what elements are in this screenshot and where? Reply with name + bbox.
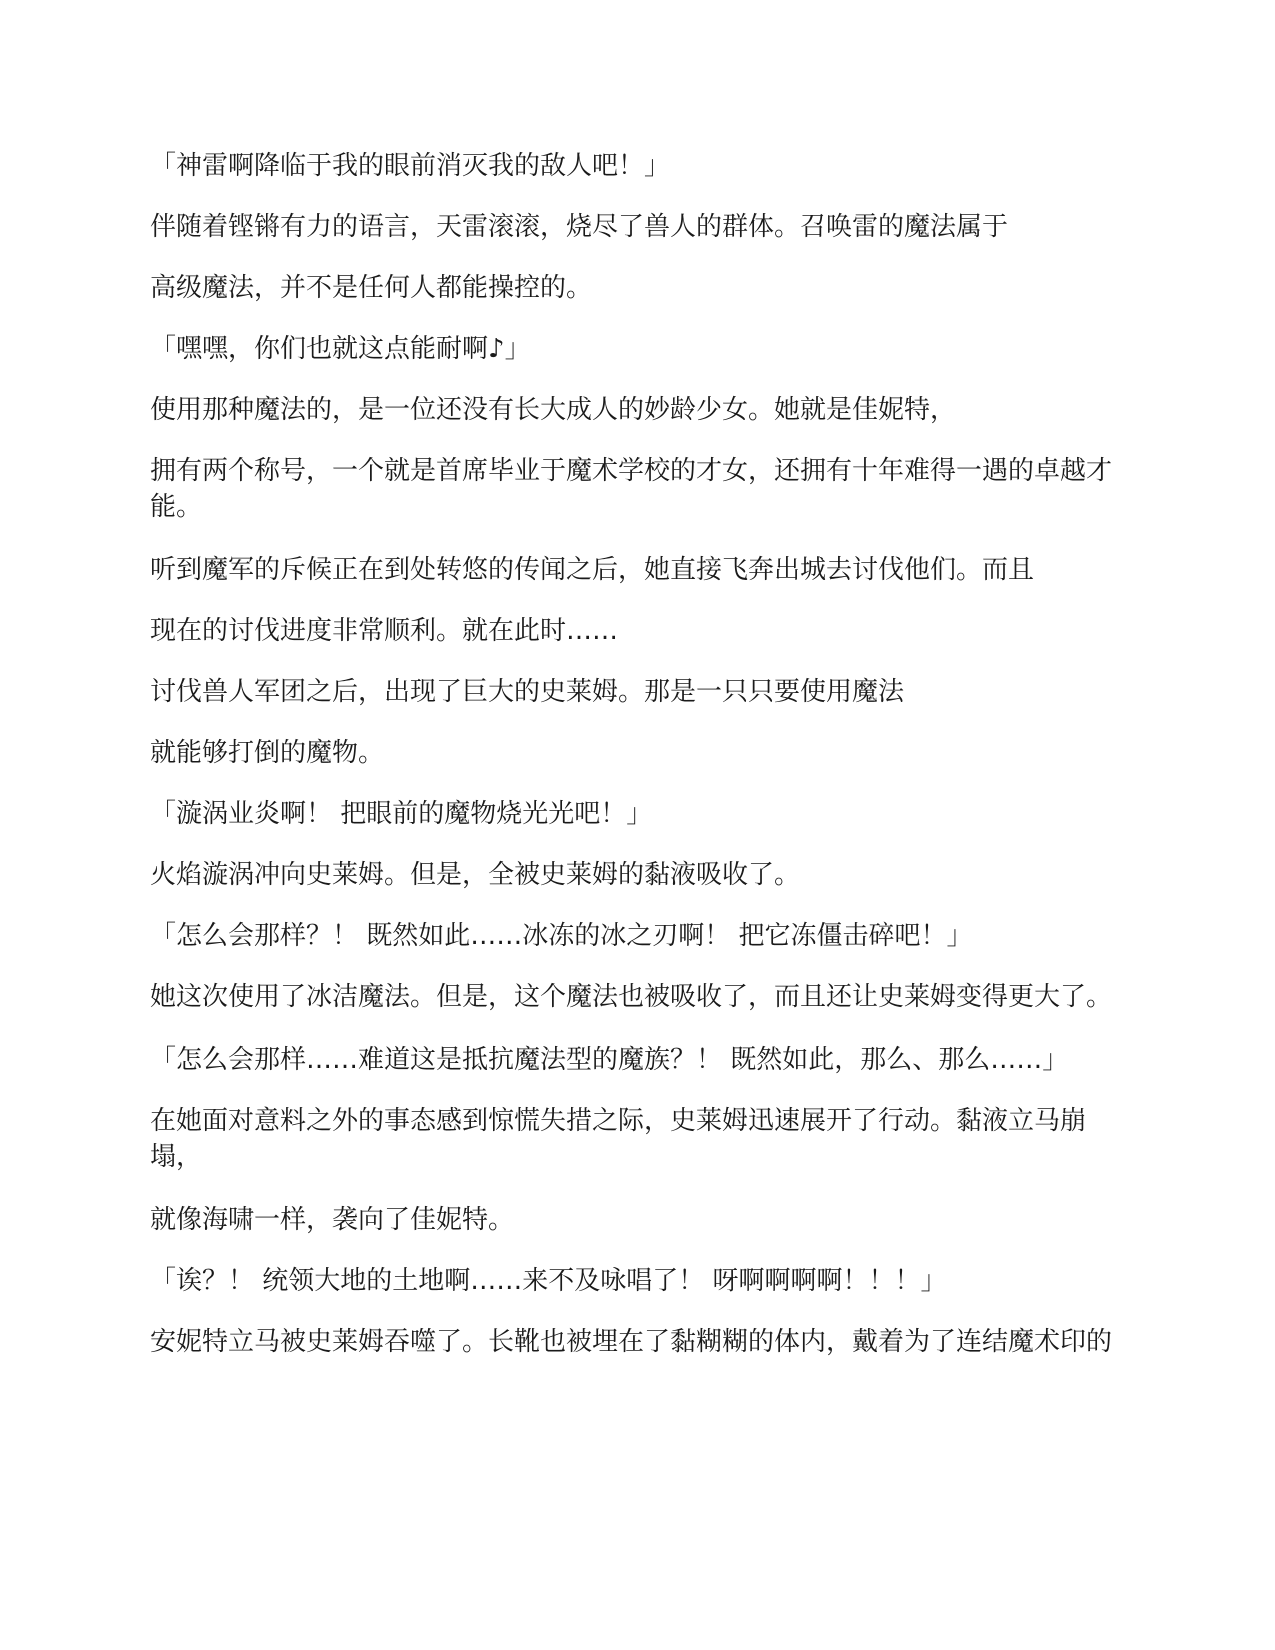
- paragraph: 伴随着铿锵有力的语言，天雷滚滚，烧尽了兽人的群体。召唤雷的魔法属于: [150, 212, 1009, 242]
- paragraph: 火焰漩涡冲向史莱姆。但是，全被史莱姆的黏液吸收了。: [150, 860, 801, 890]
- paragraph: 听到魔军的斥候正在到处转悠的传闻之后，她直接飞奔出城去讨伐他们。而且: [150, 555, 1035, 585]
- paragraph: 讨伐兽人军团之后，出现了巨大的史莱姆。那是一只只要使用魔法: [150, 677, 905, 707]
- paragraph: 「漩涡业炎啊！ 把眼前的魔物烧光光吧！」: [150, 799, 653, 829]
- paragraph: 「嘿嘿，你们也就这点能耐啊♪」: [150, 334, 531, 364]
- paragraph: 就能够打倒的魔物。: [150, 738, 385, 768]
- paragraph: 安妮特立马被史莱姆吞噬了。长靴也被埋在了黏糊糊的体内，戴着为了连结魔术印的: [150, 1327, 1113, 1357]
- paragraph: 就像海啸一样，袭向了佳妮特。: [150, 1205, 515, 1235]
- paragraph: 她这次使用了冰洁魔法。但是，这个魔法也被吸收了，而且还让史莱姆变得更大了。: [150, 982, 1113, 1012]
- paragraph: 「怎么会那样……难道这是抵抗魔法型的魔族？！ 既然如此，那么、那么……」: [150, 1045, 1069, 1075]
- paragraph: 使用那种魔法的，是一位还没有长大成人的妙龄少女。她就是佳妮特，: [150, 395, 957, 425]
- paragraph: 「神雷啊降临于我的眼前消灭我的敌人吧！」: [150, 151, 671, 181]
- paragraph: 「诶？！ 统领大地的土地啊……来不及咏唱了！ 呀啊啊啊啊！！！」: [150, 1266, 947, 1296]
- paragraph: 「怎么会那样？！ 既然如此……冰冻的冰之刃啊！ 把它冻僵击碎吧！」: [150, 921, 973, 951]
- paragraph: 拥有两个称号，一个就是首席毕业于魔术学校的才女，还拥有十年难得一遇的卓越才能。: [150, 456, 1113, 522]
- text-column: [150, 148, 1130, 1387]
- paragraph: 在她面对意料之外的事态感到惊慌失措之际，史莱姆迅速展开了行动。黏液立马崩塌，: [150, 1106, 1087, 1172]
- paragraph: 现在的讨伐进度非常顺利。就在此时……: [150, 616, 619, 646]
- paragraph: 高级魔法，并不是任何人都能操控的。: [150, 273, 593, 303]
